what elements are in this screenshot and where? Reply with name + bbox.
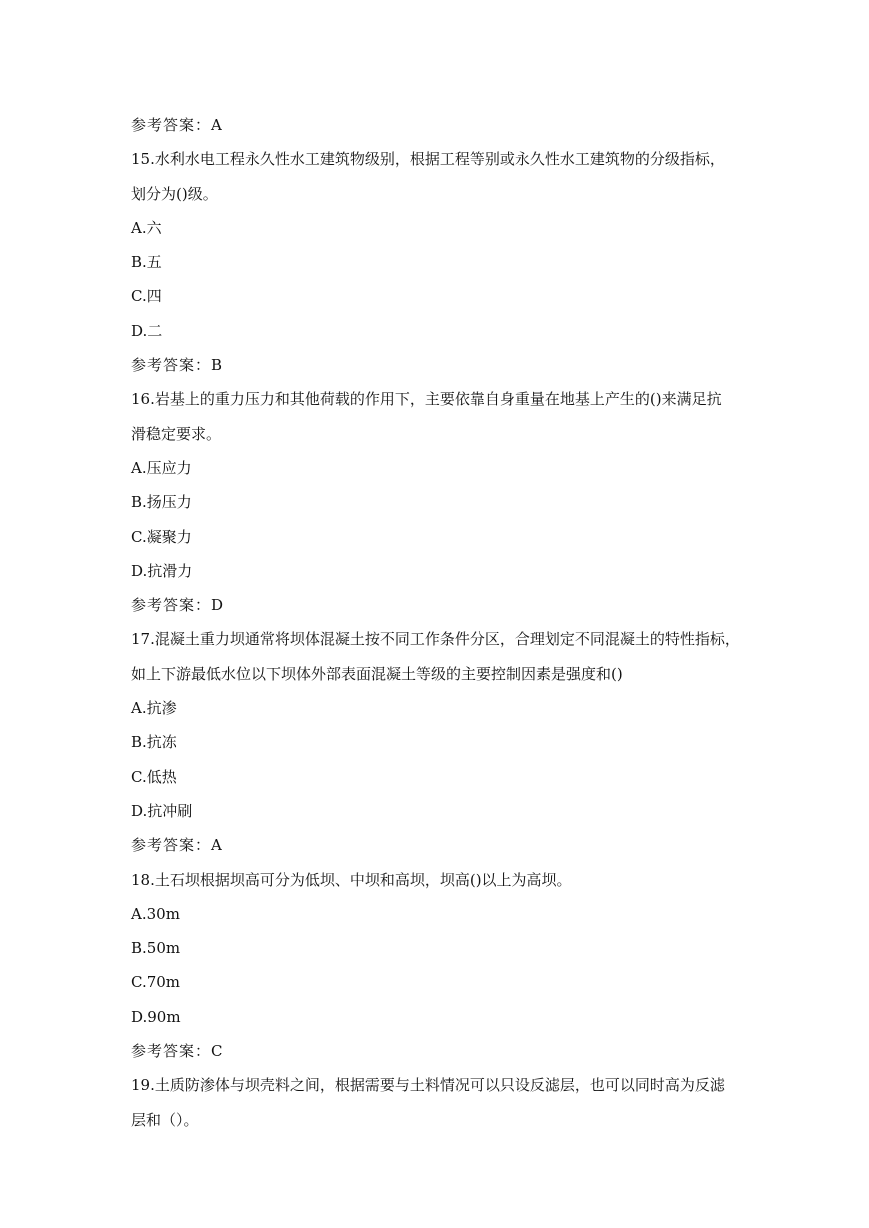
answer-line: [131, 108, 751, 142]
question-stem: 滑稳定要求。: [131, 424, 222, 443]
option-a: A.压应力: [131, 458, 192, 477]
option-c: C.四: [131, 287, 162, 306]
question-stem: 19.土质防渗体与坝壳料之间，根据需要与土料情况可以只设反滤层，也可以同时高为反滤: [131, 1076, 725, 1095]
question-15: [131, 142, 751, 382]
option-d: D.90m: [131, 1007, 181, 1026]
answer-value: C: [211, 1042, 223, 1061]
question-16: [131, 382, 751, 622]
answer-line: [131, 828, 751, 862]
answer-label: 参考答案：: [131, 836, 212, 855]
option-d: D.二: [131, 321, 163, 340]
question-19: [131, 1068, 751, 1137]
question-stem: 层和（）。: [131, 1110, 199, 1129]
answer-line: [131, 588, 751, 622]
question-stem: 15.水利水电工程永久性水工建筑物级别，根据工程等别或永久性水工建筑物的分级指标，: [131, 150, 725, 169]
answer-label: 参考答案：: [131, 356, 212, 375]
document-content: [131, 108, 751, 1137]
question-stem: 17.混凝土重力坝通常将坝体混凝土按不同工作条件分区，合理划定不同混凝土的特性指标，: [131, 630, 740, 649]
answer-line: [131, 1034, 751, 1068]
option-a: A.抗渗: [131, 699, 177, 718]
option-d: D.抗冲刷: [131, 801, 193, 820]
option-b: B.抗冻: [131, 733, 177, 752]
answer-value: B: [211, 356, 223, 375]
question-stem: 划分为()级。: [131, 184, 218, 203]
question-stem: 16.岩基上的重力压力和其他荷载的作用下，主要依靠自身重量在地基上产生的()来满足抗: [131, 390, 722, 409]
option-b: B.五: [131, 253, 162, 272]
answer-label: 参考答案：: [131, 596, 212, 615]
option-b: B.50m: [131, 939, 181, 958]
option-b: B.扬压力: [131, 493, 192, 512]
option-a: A.六: [131, 218, 162, 237]
answer-value: D: [211, 596, 224, 615]
question-stem: 如上下游最低水位以下坝体外部表面混凝土等级的主要控制因素是强度和(): [131, 664, 623, 683]
question-18: [131, 863, 751, 1069]
answer-value: A: [211, 116, 222, 134]
option-a: A.30m: [131, 904, 180, 923]
answer-value: A: [211, 836, 222, 855]
option-c: C.凝聚力: [131, 527, 192, 546]
answer-label: 参考答案：: [131, 116, 212, 134]
question-stem: 18.土石坝根据坝高可分为低坝、中坝和高坝，坝高()以上为高坝。: [131, 870, 572, 889]
option-c: C.70m: [131, 973, 181, 992]
answer-line: [131, 348, 751, 382]
option-d: D.抗滑力: [131, 561, 193, 580]
answer-label: 参考答案：: [131, 1042, 212, 1061]
question-17: [131, 622, 751, 862]
option-c: C.低热: [131, 767, 177, 786]
